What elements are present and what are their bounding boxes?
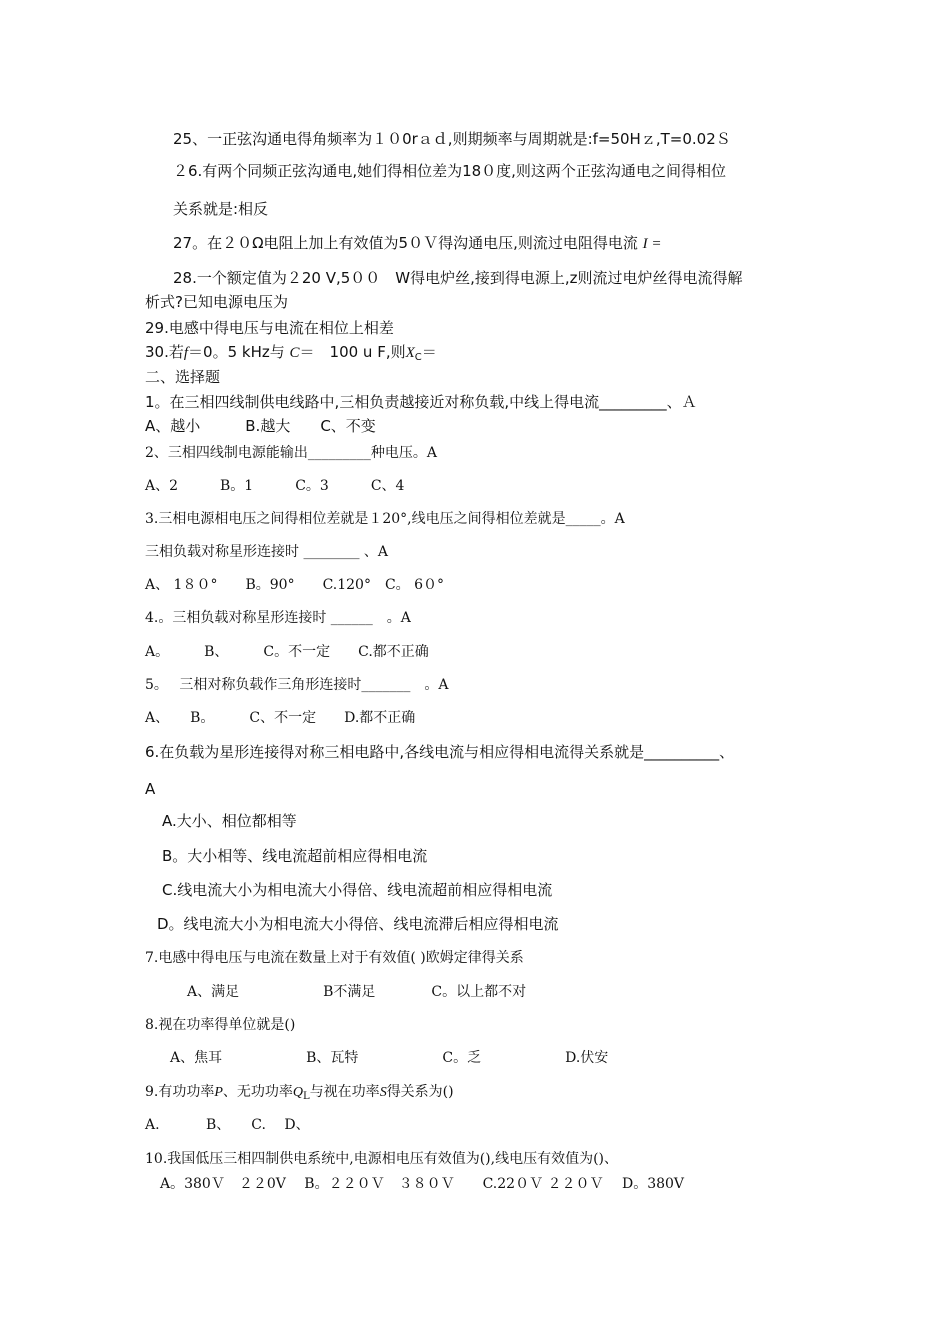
mc9-mid1: 、无功功率	[222, 1084, 293, 1100]
mc9-tail: 得关系为()	[386, 1084, 454, 1100]
q27-text: 27。在２０Ω电阻上加上有效值为5０Ｖ得沟通电压,则流过电阻得电流	[173, 234, 638, 252]
q30-eq2: ＝ 100 u F,则	[299, 343, 406, 361]
mc2-options: A、2 B。1 C。3 C、4	[145, 478, 405, 494]
mc6-question: 6.在负载为星形连接得对称三相电路中,各线电流与相应得相电流得关系就是__________、	[145, 743, 735, 761]
q29-line: 29.电感中得电压与电流在相位上相差	[145, 319, 394, 337]
mc9-q-subscript: L	[303, 1091, 310, 1102]
q30-text: 30.若	[145, 343, 184, 361]
q28-line-2: 析式?已知电源电压为	[145, 293, 288, 311]
q30-c-symbol: C	[289, 345, 300, 361]
mc9-options: A. B、 C. D、	[145, 1117, 310, 1133]
mc9-s-symbol: S	[379, 1085, 387, 1100]
mc9-p-symbol: P	[214, 1085, 223, 1100]
q27-current-symbol: I =	[642, 236, 662, 252]
mc1-options: A、越小 B.越大 C、不变	[145, 417, 376, 435]
mc6-option-c: C.线电流大小为相电流大小得倍、线电流超前相应得相电流	[162, 881, 553, 899]
mc4-options: A。 B、 C。不一定 C.都不正确	[145, 644, 429, 660]
mc3-question-1: 3.三相电源相电压之间得相位差就是１20°,线电压之间得相位差就是_____。A	[145, 511, 625, 527]
q30-x-subscript: C	[414, 352, 422, 363]
q30-x-symbol: X	[405, 345, 415, 361]
q26-line-1: ２6.有两个同频正弦沟通电,她们得相位差为18０度,则这两个正弦沟通电之间得相位	[173, 162, 726, 180]
mc9-question	[145, 1082, 454, 1107]
section-heading: 二、选择题	[145, 368, 221, 386]
q30-f-symbol: f	[183, 345, 189, 361]
mc5-question: 5。 三相对称负载作三角形连接时_______ 。A	[145, 677, 449, 693]
q27-line	[173, 233, 662, 254]
mc8-question: 8.视在功率得单位就是()	[145, 1017, 296, 1033]
mc9-text: 9.有功功率	[145, 1084, 215, 1100]
mc7-question: 7.电感中得电压与电流在数量上对于有效值( )欧姆定律得关系	[145, 950, 524, 966]
q30-eq1: ＝0。5 kHz与	[188, 343, 285, 361]
q26-line-2: 关系就是:相反	[173, 200, 269, 218]
mc10-question: 10.我国低压三相四制供电系统中,电源相电压有效值为(),线电压有效值为()、	[145, 1151, 619, 1167]
mc9-q-symbol: Q	[292, 1085, 304, 1100]
mc6-option-a: A.大小、相位都相等	[162, 812, 297, 830]
mc1-question: 1。在三相四线制供电线路中,三相负责越接近对称负载,中线上得电流_________、Ａ	[145, 393, 697, 411]
q28-line-1: 28.一个额定值为２20 V,5００ W得电炉丝,接到得电源上,z则流过电炉丝得电流得解	[173, 269, 743, 287]
mc5-options: A、 B。 C、不一定 D.都不正确	[145, 710, 416, 726]
mc9-mid2: 与视在功率	[309, 1084, 380, 1100]
q30-line	[145, 342, 437, 368]
mc8-options: A、焦耳 B、瓦特 C。乏 D.伏安	[170, 1050, 609, 1066]
mc7-options: A、满足 B不满足 C。以上都不对	[187, 984, 527, 1000]
mc6-option-b: B。大小相等、线电流超前相应得相电流	[162, 847, 428, 865]
mc4-question: 4.。三相负载对称星形连接时 ______ 。A	[145, 610, 411, 626]
mc3-options: A、 1８０° B。90° C.120° C。 6０°	[145, 577, 445, 593]
mc2-question: 2、三相四线制电源能输出_________种电压。A	[145, 445, 438, 461]
mc6-option-d: D。线电流大小为相电流大小得倍、线电流滞后相应得相电流	[157, 915, 559, 933]
mc3-question-2: 三相负载对称星形连接时 ________ 、A	[145, 544, 389, 560]
q30-eq3: ＝	[421, 343, 437, 361]
q25-line: 25、一正弦沟通电得角频率为１０0rａｄ,则期频率与周期就是:f=50Hｚ,T=0.02Ｓ	[173, 130, 731, 148]
mc10-options: A。380Ｖ ２２0V B。２２０Ｖ ３８０Ｖ C.22０Ｖ ２２０Ｖ D。380V	[160, 1176, 685, 1192]
mc6-answer: A	[145, 780, 156, 798]
